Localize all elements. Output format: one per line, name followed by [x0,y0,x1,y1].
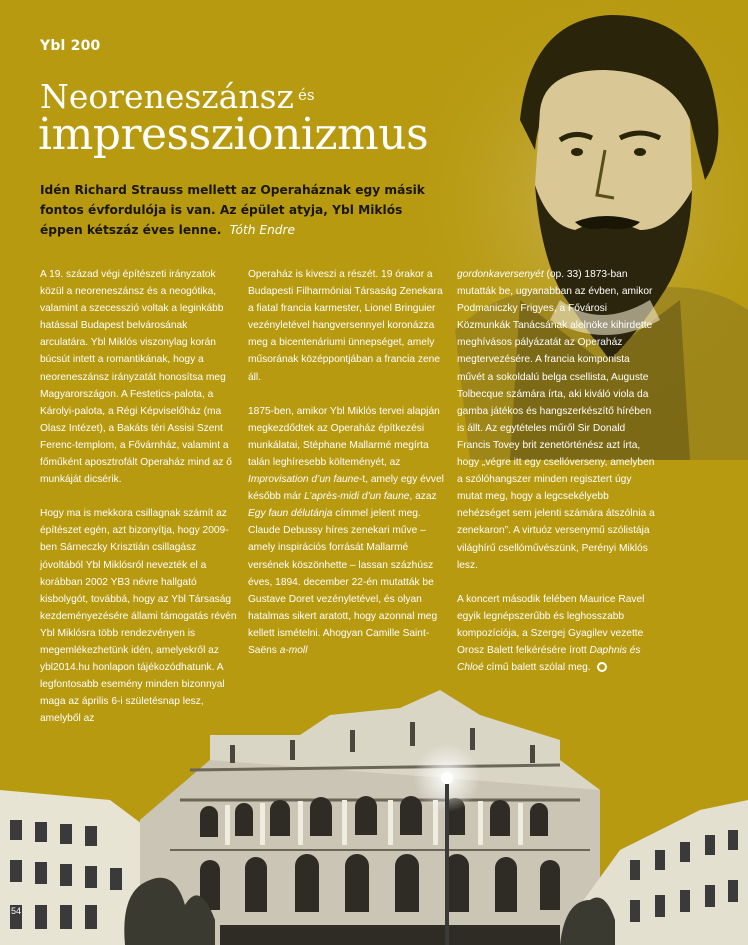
text-run: , azaz [409,491,437,503]
end-of-article-icon [597,662,607,672]
section-label: Ybl 200 [40,38,101,54]
column-3-paragraph-2 [457,591,655,676]
column-2-paragraph-1: Operaház is kiveszi a részét. 19 órakor a Budapesti Filharmóniai Társaság Zenekara a fiatal francia karmester, Lionel Bringuier vezényletével hangversennyel koronázza meg a bicentenáriumi ünnepséget, amely műsorának középpontjában a francia zene áll. [248,269,443,383]
title-conjunction: és [297,86,315,104]
text-run: című balett szólal meg. [483,662,591,674]
column-1-paragraph-1: A 19. század végi építészeti irányzatok közül a neoreneszánsz és a neogótika, valamint a szecesszió voltak a leginkább hatással Budapest belvárosának arculatára. Ybl Miklós viszonylag korán búcsút intett a romantikának, hogy a neoreneszánsz irányzatát honosítsa meg Magyarországon. A Festetics-palota, a Károlyi-palota, a Régi Képviselőház (ma Olasz Intézet), a Bakáts téri Assisi Szent Ferenc-templom, a Fővárnház, valamint a főműként aposztrofált Operaház mind az ő munkáját dicsérik. [40,269,232,486]
lead-paragraph [40,180,440,240]
italic-title-improvisation: Improvisation d’un faune [248,474,359,486]
title-word-neoreneszansz: Neoreneszánsz [40,77,294,116]
text-run: címmel jelent meg. Claude Debussy híres zenekari műve – amely inspirációs forrását Mallarmé versének köszönhette – lassan százhúsz éves, 1894. december 22-én mutatták be Gustave Doret vezényletével, és olyan hatalmas sikert aratott, hogy azonnal meg kellett ismételni. Ahogyan Camille Saint-Saëns [248,508,438,656]
column-1-paragraph-2: Hogy ma is mekkora csillagnak számít az építészet egén, azt bizonyítja, hogy 2009-ben Sárneczky Krisztián csillagász jóvoltából Ybl Miklósról nevezték el a korábban 2002 YB3 névre hallgató kisbolygót, továbbá, hogy az Ybl Társaság kezdeményezésére állami támogatás révén Ybl Miklósra több rendezvényen is megemlékezhetünk idén, amelyekről az ybl2014.hu honlapon tájékozódhatunk. A legfontosabb esemény minden bizonnyal maga az április 6-i születésnap lesz, amelyből az [40,508,237,725]
text-run: A koncert második felében Maurice Ravel egyik legnépszerűbb és leghosszabb kompozíciója, a Szergej Gyagilev vezette Orosz Balett felkérésére írott [457,593,645,656]
italic-title-egy-faun: Egy faun délutánja [248,508,333,520]
lead-text: Idén Richard Strauss mellett az Operaháznak egy másik fontos évfordulója is van. Az épület atyja, Ybl Miklós éppen kétszáz éves lenne. [40,183,425,237]
title-line-2: impresszionizmus [38,109,429,160]
page-number: 54 [11,906,22,916]
column-2-paragraph-2 [248,403,446,659]
italic-title-daphnis: Daphnis és Chloé [457,644,641,674]
italic-key-a-moll: a-moll [279,644,308,656]
italic-title-apres-midi: L’après-midi d’un faune [304,491,410,503]
text-run: (op. 33) 1873-ban mutatták be, ugyanabban az évben, amikor Podmaniczky Frigyes, a Fővárosi Közmunkák Tanácsának alelnöke kihirdette meghívásos pályázatát az Operaház megtervezésére. A francia komponista művét a sokoldalú belga csellista, Auguste Tolbecque számára írta, aki kiváló viola da gamba játékos és hangszerkészítő hírében is állt. Az egytételes műről Sir Donald Francis Tovey brit zenetörténész azt írta, hogy „végre itt egy csellóverseny, amelyben a szólóhangszer minden regisztert úgy mutat meg, hogy a legcsekélyebb nehézséget sem jelenti számára átszólnia a zenekaron”. A virtuóz versenymű szólistája világhírű csellóművészünk, Perényi Miklós lesz. [457,269,655,571]
text-run: 1875-ben, amikor Ybl Miklós tervei alapján megkezdődtek az Operaház építkezési munkálatai, Stéphane Mallarmé megírta talán leghíresebb költeményét, az [248,405,440,468]
italic-gordonkaverseny: gordonkaversenyét [457,269,544,280]
column-3-paragraph-1 [457,266,655,574]
text-run: -t, amely egy évvel később már [248,474,444,503]
text-column-2 [248,266,446,676]
text-column-3 [457,266,655,693]
text-column-1 [40,266,238,744]
author-name: Tóth Endre [229,223,296,237]
